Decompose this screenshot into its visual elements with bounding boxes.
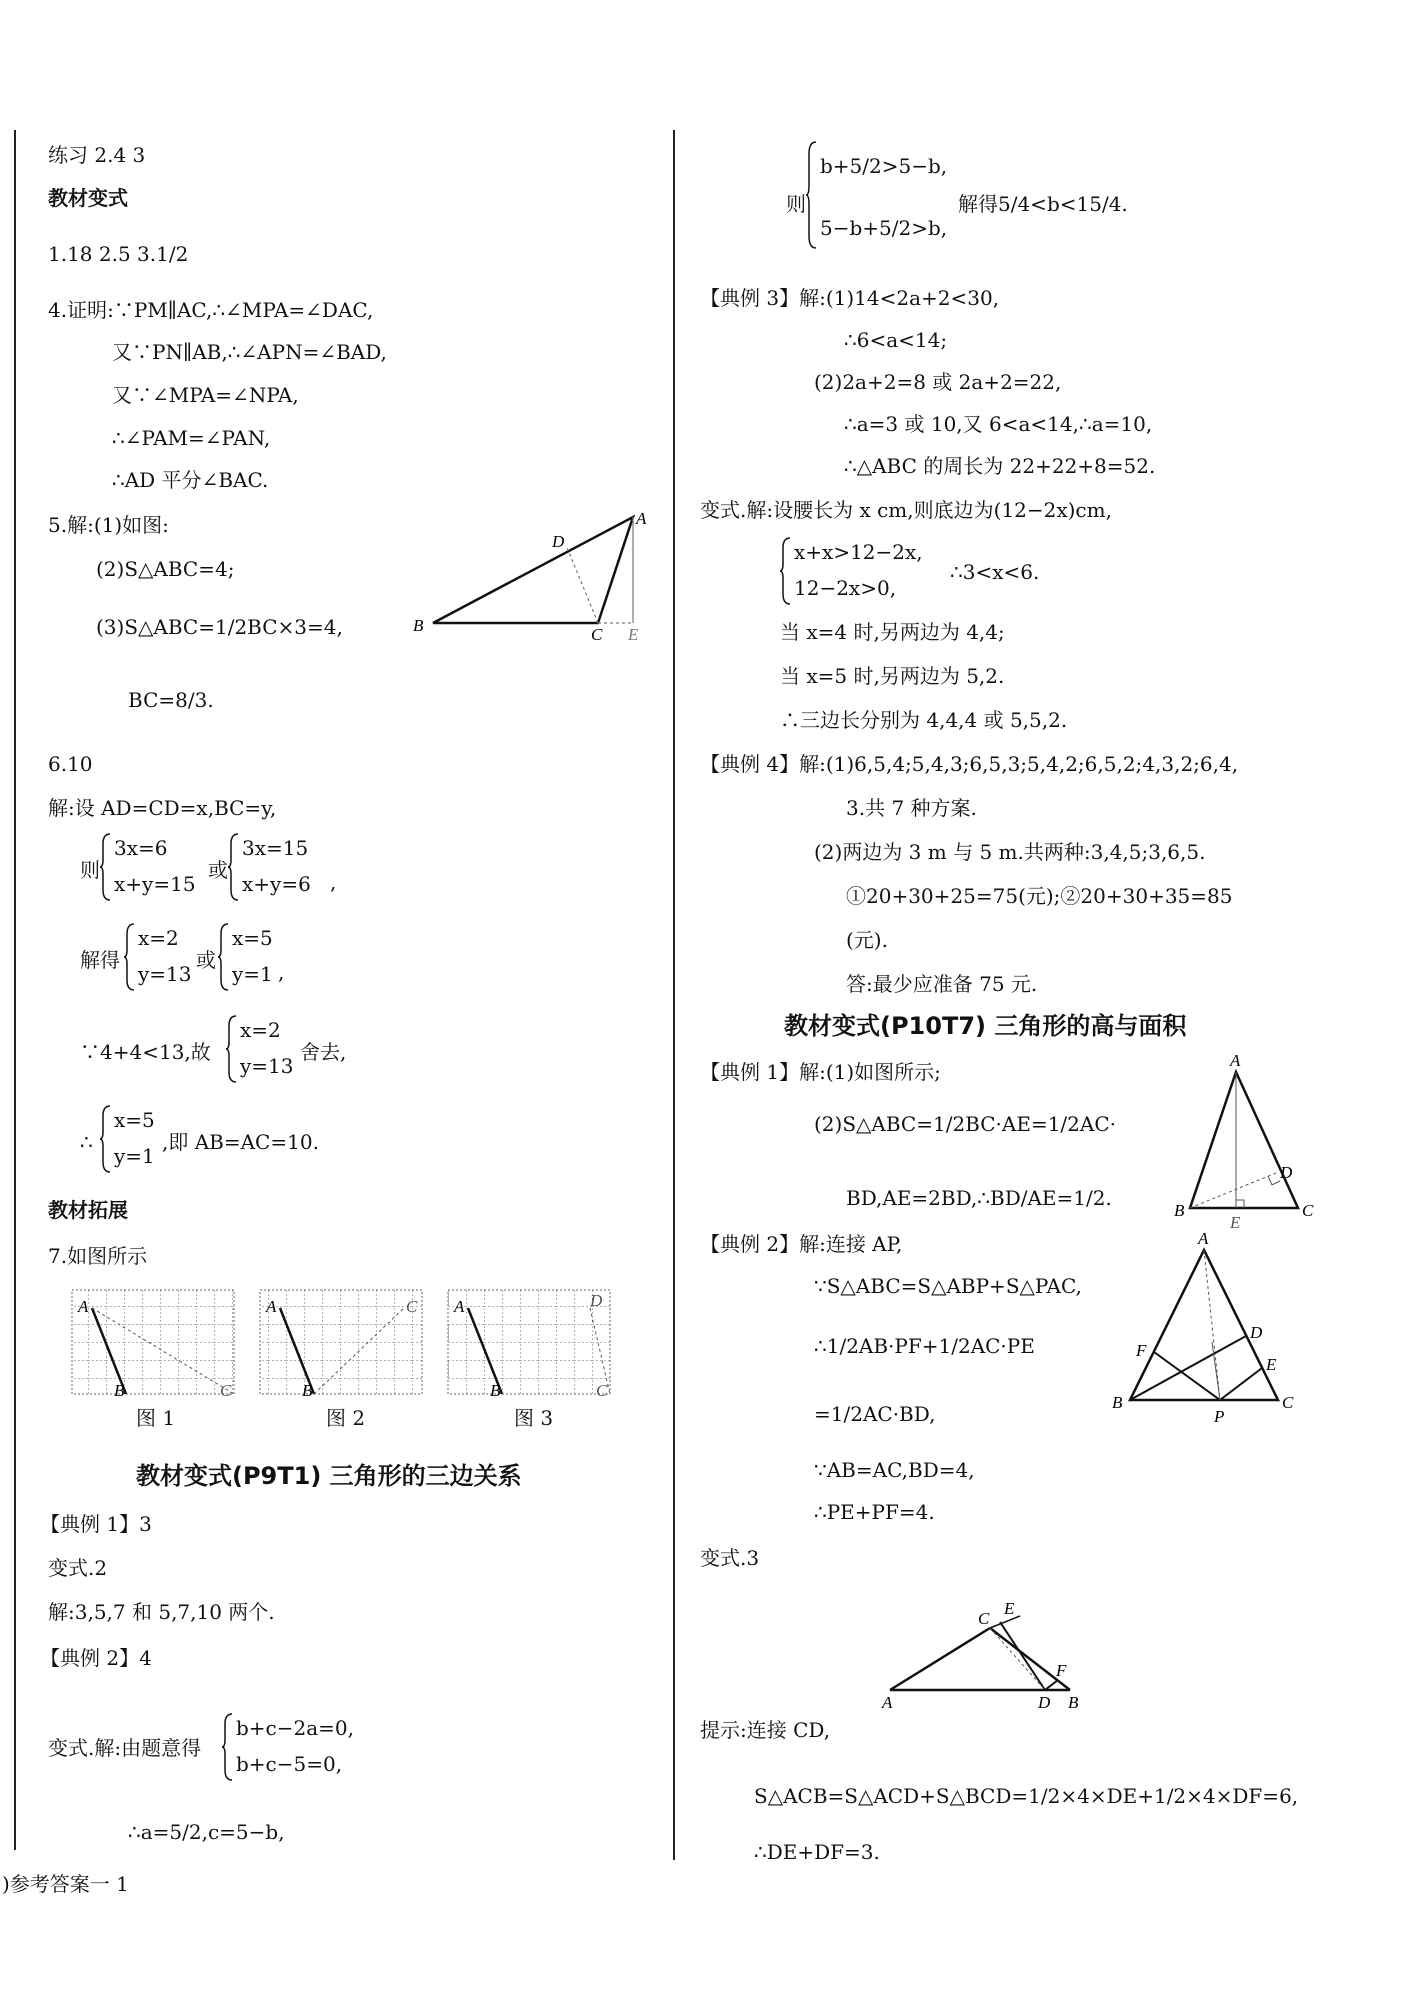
solution-line: ∴PE+PF=4. (814, 1500, 935, 1524)
solution-line: ∴a=5/2,c=5−b, (128, 1820, 285, 1844)
svg-text:A: A (454, 1297, 465, 1316)
solution-system: x=2 y=13 (124, 922, 204, 992)
solution-line: 当 x=5 时,另两边为 5,2. (780, 664, 1005, 688)
svg-text:E: E (1004, 1599, 1015, 1618)
variant-answer: 变式.3 (700, 1546, 760, 1570)
svg-text:C: C (1302, 1201, 1314, 1220)
svg-text:E: E (628, 625, 639, 644)
therefore: ∴ (80, 1130, 93, 1154)
svg-text:F: F (1136, 1341, 1147, 1360)
text-solve: 解得 (80, 948, 120, 972)
section-heading: 教材拓展 (48, 1198, 128, 1222)
answer-line: 6.10 (48, 752, 93, 776)
svg-text:D: D (590, 1291, 603, 1310)
solution-line: (3)S△ABC=1/2BC×3=4, (96, 615, 343, 639)
proof-line: 又∵PN∥AB,∴∠APN=∠BAD, (112, 340, 387, 364)
grid-figures (70, 1288, 630, 1398)
triangle-figure-example1 (1174, 1050, 1320, 1232)
solution-result: 解得5/4<b<15/4. (958, 192, 1128, 216)
triangle-figure-q5 (408, 509, 648, 644)
svg-text:B: B (490, 1381, 501, 1400)
hint-line: 提示:连接 CD, (700, 1718, 831, 1742)
example-answer: 【典例 2】4 (40, 1646, 152, 1670)
svg-text:D: D (1038, 1693, 1051, 1712)
svg-text:A: A (882, 1693, 893, 1712)
grid-fig-2 (260, 1290, 422, 1400)
page-footer: )参考答案一 1 (2, 1872, 129, 1896)
solution-line: (2)S△ABC=4; (96, 557, 235, 581)
svg-text:E: E (1230, 1213, 1241, 1232)
figure-caption: 图 2 (326, 1406, 366, 1430)
comma: , (278, 960, 285, 984)
equation-system: 3x=6 x+y=15 (100, 832, 210, 902)
solution-result: ∴3<x<6. (950, 560, 1040, 584)
svg-text:B: B (114, 1381, 125, 1400)
example-answer: 【典例 1】3 (40, 1512, 152, 1536)
svg-text:D: D (552, 532, 565, 551)
grid-fig-3 (448, 1290, 610, 1400)
figure-caption: 图 1 (136, 1406, 176, 1430)
text-or: 或 (208, 858, 228, 882)
solution-line: (元). (846, 928, 888, 952)
example-solution: 【典例 3】解:(1)14<2a+2<30, (700, 286, 1000, 310)
triangle-figure-variant (880, 1600, 1110, 1720)
solution-line: ①20+30+25=75(元);②20+30+35=85 (846, 884, 1233, 908)
example-solution: 【典例 1】解:(1)如图所示; (700, 1060, 941, 1084)
svg-text:D: D (1250, 1323, 1263, 1342)
solution-line: 5.解:(1)如图: (48, 513, 169, 537)
variant-solution: 变式.解:设腰长为 x cm,则底边为(12−2x)cm, (700, 498, 1112, 522)
proof-line: ∴∠PAM=∠PAN, (112, 426, 271, 450)
proof-line: ∴AD 平分∠BAC. (112, 468, 269, 492)
svg-text:C: C (220, 1381, 232, 1400)
solution-line: ∴三边长分别为 4,4,4 或 5,5,2. (780, 708, 1068, 732)
solution-line: (2)2a+2=8 或 2a+2=22, (814, 370, 1062, 394)
svg-text:A: A (636, 509, 647, 528)
answer-line: 7.如图所示 (48, 1244, 148, 1268)
svg-text:B: B (1068, 1693, 1079, 1712)
svg-text:E: E (1266, 1355, 1277, 1374)
hint-line: ∴DE+DF=3. (754, 1840, 880, 1864)
text-then: 则 (786, 192, 806, 216)
practice-answer: 练习 2.4 3 (48, 143, 146, 167)
answer-line: 1.18 2.5 3.1/2 (48, 242, 189, 266)
solution-line: 答:最少应准备 75 元. (846, 972, 1038, 996)
equation-system: b+c−2a=0, b+c−5=0, (222, 1712, 362, 1782)
solution-line: (2)两边为 3 m 与 5 m.共两种:3,4,5;3,6,5. (814, 840, 1206, 864)
svg-text:C: C (596, 1381, 608, 1400)
inequality-system: x+x>12−2x, 12−2x>0, (780, 536, 930, 606)
comma: , (330, 870, 337, 894)
solution-system: x=5 y=1 (218, 922, 298, 992)
reject-text: 舍去, (300, 1040, 347, 1064)
solution-line: 解:3,5,7 和 5,7,10 两个. (48, 1600, 275, 1624)
svg-text:F: F (1056, 1661, 1067, 1680)
example-solution: 【典例 4】解:(1)6,5,4;5,4,3;6,5,3;5,4,2;6,5,2;4,3,2;6,4, (700, 752, 1239, 776)
svg-text:A: A (266, 1297, 277, 1316)
solution-system: x=2 y=13 (226, 1014, 306, 1084)
solution-line: ∴6<a<14; (844, 328, 948, 352)
hint-line: S△ACB=S△ACD+S△BCD=1/2×4×DE+1/2×4×DF=6, (754, 1784, 1299, 1808)
svg-text:D: D (1280, 1163, 1293, 1182)
left-margin-rule (14, 130, 16, 1850)
equation-system: 3x=15 x+y=6 (228, 832, 338, 902)
svg-text:B: B (1112, 1393, 1123, 1412)
solution-system: x=5 y=1 (100, 1104, 170, 1174)
solution-line: 当 x=4 时,另两边为 4,4; (780, 620, 1005, 644)
reject-text: ∵4+4<13,故 (80, 1040, 211, 1064)
svg-text:P: P (1214, 1407, 1225, 1426)
svg-text:B: B (1174, 1201, 1185, 1220)
svg-text:C: C (591, 625, 603, 644)
svg-text:B: B (302, 1381, 313, 1400)
section-title: 教材变式(P9T1) 三角形的三边关系 (136, 1462, 522, 1490)
proof-line: 4.证明:∵PM∥AC,∴∠MPA=∠DAC, (48, 298, 374, 322)
solution-line: ∴1/2AB·PF+1/2AC·PE (814, 1334, 1035, 1358)
svg-text:C: C (978, 1609, 990, 1628)
inequality-system: b+5/2>5−b, 5−b+5/2>b, (806, 140, 956, 250)
figure-caption: 图 3 (514, 1406, 554, 1430)
solution-line: 3.共 7 种方案. (846, 796, 977, 820)
solution-line: 解:设 AD=CD=x,BC=y, (48, 796, 277, 820)
section-title: 教材变式(P10T7) 三角形的高与面积 (784, 1012, 1187, 1040)
grid-fig-1 (72, 1290, 234, 1400)
solution-line: ∴△ABC 的周长为 22+22+8=52. (844, 454, 1156, 478)
column-divider (673, 130, 675, 1860)
svg-text:A: A (1230, 1051, 1241, 1070)
solution-line: (2)S△ABC=1/2BC·AE=1/2AC· (814, 1112, 1116, 1136)
proof-line: 又∵∠MPA=∠NPA, (112, 383, 299, 407)
solution-line: BD,AE=2BD,∴BD/AE=1/2. (846, 1186, 1112, 1210)
text-or: 或 (196, 948, 216, 972)
svg-text:C: C (406, 1297, 418, 1316)
triangle-figure-example2 (1110, 1229, 1294, 1426)
example-solution: 【典例 2】解:连接 AP, (700, 1232, 903, 1256)
svg-text:C: C (1282, 1393, 1294, 1412)
solution-line: ∴a=3 或 10,又 6<a<14,∴a=10, (844, 412, 1153, 436)
text-then: 则 (80, 858, 100, 882)
variant-answer: 变式.2 (48, 1556, 108, 1580)
svg-text:A: A (78, 1297, 89, 1316)
solution-line: BC=8/3. (128, 688, 214, 712)
solution-line: ∵AB=AC,BD=4, (814, 1458, 975, 1482)
solution-line: =1/2AC·BD, (814, 1402, 936, 1426)
solution-line: 变式.解:由题意得 (48, 1736, 202, 1760)
svg-text:A: A (1198, 1229, 1209, 1248)
conclusion: ,即 AB=AC=10. (162, 1130, 319, 1154)
solution-line: ∵S△ABC=S△ABP+S△PAC, (814, 1274, 1082, 1298)
section-heading: 教材变式 (48, 186, 128, 210)
svg-text:B: B (413, 616, 424, 635)
